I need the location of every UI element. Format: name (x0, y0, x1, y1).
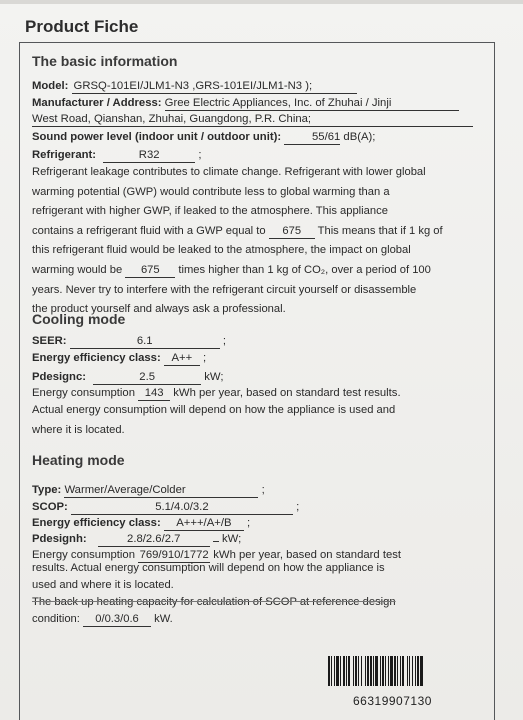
backup-unit: kW. (154, 613, 173, 625)
paragraph-line: the product yourself and always ask a professional. (32, 303, 286, 316)
cooling-energy-row (32, 386, 401, 401)
refrigerant-label: Refrigerant: (32, 149, 97, 161)
barcode-bar (348, 656, 350, 686)
barcode-bar (353, 656, 354, 686)
paragraph-line (32, 261, 443, 281)
barcode-bar (390, 656, 393, 686)
scop-value: 5.1/4.0/3.2 (71, 501, 293, 515)
barcode-bar (328, 656, 330, 686)
heating-note-line: The back up heating capacity for calculation of SCOP at reference design (32, 596, 396, 608)
pdesignc-label: Pdesignc: (32, 371, 86, 383)
cooling-energy-value: 143 (138, 387, 170, 401)
type-label: Type: (32, 484, 62, 496)
cooling-energy-pre: Energy consumption (32, 387, 135, 399)
paragraph-line (32, 222, 443, 242)
barcode (328, 656, 475, 686)
barcode-number: 66319907130 (353, 694, 432, 708)
refrigerant-row (32, 148, 201, 163)
manufacturer-line-2: West Road, Qianshan, Zhuhai, Guangdong, P.R. China; (32, 113, 473, 127)
pdesignc-value: 2.5 (93, 371, 201, 385)
barcode-bar (370, 656, 372, 686)
heating-energy-post: kWh per year, based on standard test (213, 549, 402, 561)
model-value: GRSQ-101EI/JLM1-N3 ,GRS-101EI/JLM1-N3 ); (72, 80, 357, 94)
sound-unit: dB(A); (343, 131, 376, 143)
refrigerant-value: R32 (103, 149, 195, 163)
type-value: Warmer/Average/Colder (64, 484, 258, 498)
manufacturer-label: Manufacturer / Address: (32, 97, 162, 109)
paragraph-line: years. Never try to interfere with the refrigerant circuit yourself or disassemble (32, 283, 417, 296)
paragraph-line: Refrigerant leakage contributes to climate change. Refrigerant with lower global (32, 166, 426, 178)
cooling-eec-semicolon: ; (203, 352, 207, 364)
manufacturer-row-2 (32, 112, 473, 127)
barcode-bar (361, 656, 362, 686)
gwp-text: contains a refrigerant fluid with a GWP equal to (32, 224, 266, 237)
model-label: Model: (32, 80, 69, 92)
barcode-bar (412, 656, 413, 686)
pdesignc-unit: kW; (204, 371, 224, 383)
heating-eec-label: Energy efficiency class: (32, 517, 161, 529)
barcode-bar (343, 656, 345, 686)
barcode-bar (380, 656, 381, 686)
barcode-bar (402, 656, 404, 686)
cooling-heading: Cooling mode (32, 311, 126, 327)
type-semicolon: ; (261, 484, 265, 496)
pdesignh-label: Pdesignh: (32, 533, 87, 545)
manufacturer-line-1: Gree Electric Appliances, Inc. of Zhuhai / Jinji (165, 97, 459, 111)
barcode-bar (385, 656, 386, 686)
manufacturer-row (32, 96, 459, 111)
scop-row (32, 500, 299, 515)
paragraph-line: refrigerant with higher GWP, if leaked to the atmosphere. This appliance (32, 205, 388, 218)
barcode-bar (388, 656, 389, 686)
barcode-bar (355, 656, 357, 686)
heating-eec-semicolon: ; (247, 517, 251, 529)
barcode-bar (420, 656, 423, 686)
barcode-bar (367, 656, 369, 686)
scop-label: SCOP: (32, 501, 68, 513)
barcode-bar (336, 656, 339, 686)
seer-row (32, 334, 226, 349)
seer-value: 6.1 (70, 335, 220, 349)
heating-note (32, 560, 396, 628)
barcode-bar (358, 656, 359, 686)
barcode-bar (331, 656, 332, 686)
paragraph-line: warming potential (GWP) would contribute less to global warming than a (32, 185, 390, 198)
impact-text-after: times higher than 1 kg of CO₂, over a period of 100 (178, 263, 431, 276)
cooling-note (32, 401, 395, 440)
heating-energy-value: 769/910/1772 (139, 549, 209, 561)
barcode-bar (415, 656, 416, 686)
cooling-note-line: Actual energy consumption will depend on how the appliance is used and (32, 404, 396, 416)
paragraph-line: this refrigerant fluid would be leaked to the atmosphere, the impact on global (32, 244, 411, 257)
barcode-bar (397, 656, 398, 686)
heating-heading: Heating mode (32, 452, 125, 468)
seer-semicolon: ; (222, 335, 226, 347)
cooling-note-line: where it is located. (32, 423, 125, 436)
heating-eec-row (32, 516, 250, 531)
sound-value: 55/61 (284, 131, 340, 145)
cooling-energy-post: kWh per year, based on standard test results. (173, 387, 401, 399)
backup-row (32, 611, 396, 628)
seer-label: SEER: (32, 335, 67, 347)
impact-text: warming would be (32, 263, 123, 276)
barcode-bar (409, 656, 410, 686)
refrigerant-semicolon: ; (198, 149, 202, 161)
impact-value: 675 (125, 264, 175, 278)
backup-pre: condition: (32, 613, 80, 625)
pdesignh-value: 2.8/2.6/2.7 (98, 533, 210, 547)
heating-note-line: used and where it is located. (32, 579, 174, 591)
heating-energy-pre: Energy consumption (32, 549, 135, 561)
pdesignc-row (32, 370, 224, 385)
scop-semicolon: ; (296, 501, 300, 513)
pdesignh-unit: kW; (222, 533, 242, 545)
backup-value: 0/0.3/0.6 (83, 613, 151, 627)
refrigerant-paragraph (32, 163, 443, 320)
scan-edge (0, 0, 523, 4)
barcode-bar (407, 656, 408, 686)
document-title: Product Fiche (25, 17, 139, 36)
model-row (32, 79, 357, 94)
sound-label: Sound power level (indoor unit / outdoor unit): (32, 131, 282, 143)
barcode-bar (365, 656, 366, 686)
barcode-bar (400, 656, 401, 686)
heating-eec-value: A+++/A+/B (164, 517, 244, 531)
barcode-bar (340, 656, 341, 686)
type-row (32, 483, 265, 498)
basic-info-heading: The basic information (32, 53, 178, 69)
cooling-eec-label: Energy efficiency class: (32, 352, 161, 364)
barcode-bar (417, 656, 419, 686)
barcode-bar (334, 656, 335, 686)
barcode-bar (373, 656, 374, 686)
gwp-value: 675 (269, 225, 315, 239)
barcode-bar (394, 656, 396, 686)
pdesignh-gap (213, 541, 219, 542)
barcode-bar (346, 656, 347, 686)
barcode-bar (382, 656, 384, 686)
cooling-eec-row (32, 351, 206, 366)
barcode-bar (375, 656, 378, 686)
sound-row (32, 130, 375, 145)
pdesignh-row (32, 532, 241, 547)
gwp-text-after: This means that if 1 kg of (317, 224, 443, 237)
cooling-eec-value: A++ (164, 352, 200, 366)
heating-note-line: results. Actual energy consumption will depend on how the appliance is (32, 562, 385, 574)
